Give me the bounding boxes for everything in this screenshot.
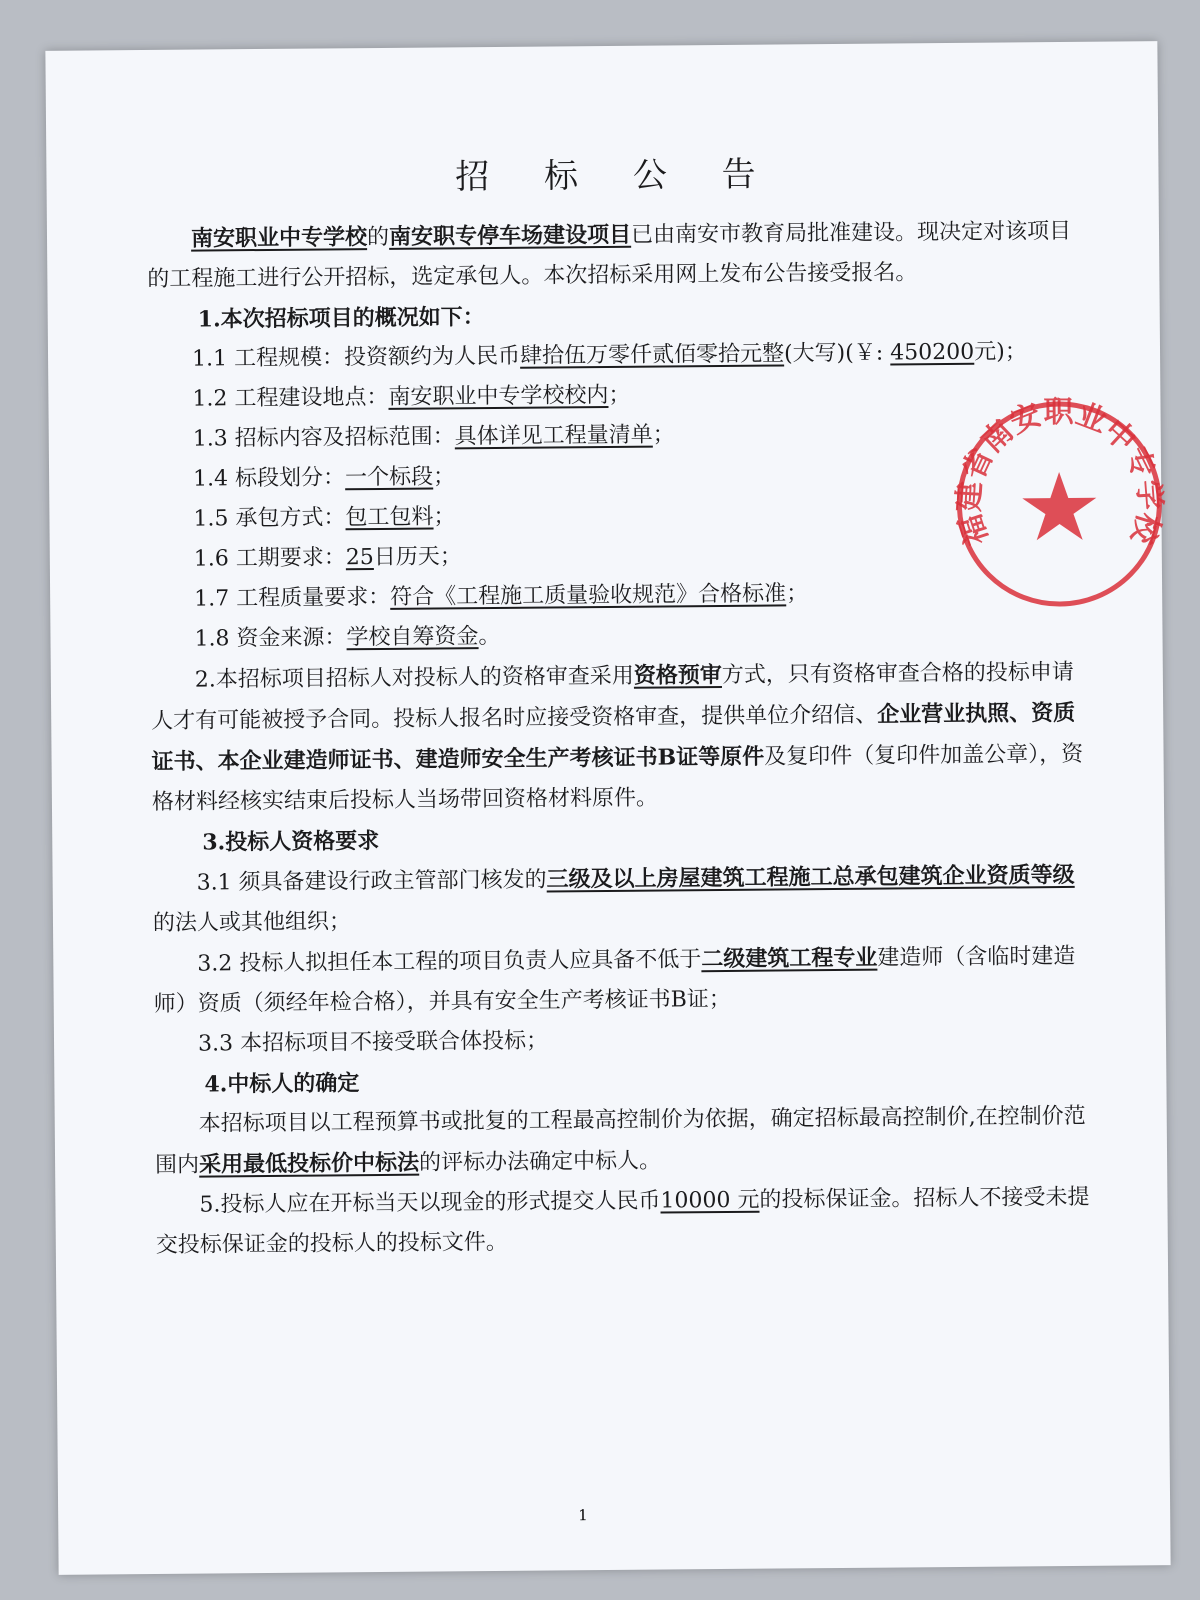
official-seal-stamp <box>948 393 1170 615</box>
item-1-4-end: ； <box>432 464 456 490</box>
item-1-8-value: 学校自筹资金 <box>346 624 479 651</box>
section-1-heading: 1.本次招标项目的概况如下： <box>197 304 485 333</box>
document-page <box>45 41 1170 1575</box>
item-1-7-value: 符合《工程施工质量验收规范》合格标准 <box>390 581 787 610</box>
item-1-2-value: 南安职业中专学校校内 <box>388 382 609 410</box>
section-5-text-2: 的投标保证金。招标人不接受未提交投标保证金的投标人的投标文件。 <box>155 1184 1090 1258</box>
item-1-3-label: 1.3 招标内容及招标范围： <box>192 424 455 452</box>
seal-star-icon <box>1022 472 1097 541</box>
school-name: 南安职业中专学校 <box>190 224 368 252</box>
section-4-method: 采用最低投标价中标法 <box>198 1149 420 1178</box>
intro-paragraph <box>147 211 1088 300</box>
section-5-amount: 10000 元 <box>660 1187 760 1214</box>
section-2-documents: 企业营业执照、资质证书、本企业建造师证书、建造师安全生产考核证书B证等原件 <box>151 699 1076 775</box>
seal-text: 福建省南安职业中专学校 <box>951 394 1168 550</box>
item-3-1-text-2: 的法人或其他组织； <box>152 909 352 936</box>
item-3-1-qualification: 三级及以上房屋建筑工程施工总承包建筑企业资质等级 <box>546 861 1075 893</box>
section-2-text-3: 及复印件（复印件加盖公章），资格材料经核实结束后投标人当场带回资格材料原件。 <box>151 741 1084 815</box>
item-1-6-end: 日历天； <box>373 544 462 571</box>
section-5-paragraph <box>155 1178 1096 1266</box>
section-4-text-1: 本招标项目以工程预算书或批复的工程最高控制价为依据，确定招标最高控制价,在控制价范围内 <box>154 1103 1086 1178</box>
section-4-paragraph <box>155 1097 1096 1186</box>
item-1-4-label: 1.4 标段划分： <box>193 465 346 492</box>
section-2-paragraph <box>151 652 1092 823</box>
item-1-1-text: (大写)(￥: <box>783 340 884 367</box>
item-1-7-end: ； <box>786 581 809 607</box>
item-3-3: 3.3 本招标项目不接受联合体投标； <box>197 1028 549 1057</box>
item-1-3-value: 具体详见工程量清单 <box>454 422 653 450</box>
item-3-2 <box>153 936 1094 1025</box>
item-1-1-value: 肆拾伍万零仟贰佰零拾元整 <box>519 341 785 369</box>
item-1-2-end: ； <box>608 382 631 408</box>
project-name: 南安职专停车场建设项目 <box>388 221 632 250</box>
item-1-5-end: ； <box>433 504 456 530</box>
item-1-5-value: 包工包料 <box>345 504 434 531</box>
item-1-6-value: 25 <box>345 545 374 571</box>
item-3-2-text-2: 建造师（含临时建造师）资质（须经年检合格），并具有安全生产考核证书B证； <box>153 943 1076 1017</box>
document-title: 招 标 公 告 <box>455 154 778 198</box>
item-1-1-end: 元)； <box>974 339 1027 365</box>
item-1-1-label: 1.1 工程规模：投资额约为人民币 <box>191 343 521 372</box>
section-3-heading: 3.投标人资格要求 <box>202 827 380 856</box>
intro-text-2: 已由南安市教育局批准建设。现决定对该项目的工程施工进行公开招标，选定承包人。本次招标采用网上发布公告接受报名。 <box>147 218 1072 292</box>
intro-text-1: 的 <box>366 224 390 251</box>
document-body <box>146 147 1096 1266</box>
item-1-1-amount: 450200 <box>890 339 975 366</box>
section-5-text-1: 5.投标人应在开标当天以现金的形式提交人民币 <box>199 1188 661 1218</box>
item-1-8-label: 1.8 资金来源： <box>194 625 347 652</box>
section-2-review-method: 资格预审 <box>633 662 722 689</box>
item-1-7-label: 1.7 工程质量要求： <box>194 584 391 612</box>
item-1-8-end: 。 <box>478 623 501 650</box>
item-1-5-label: 1.5 承包方式： <box>193 505 346 532</box>
item-1-3-end: ； <box>652 422 675 448</box>
item-3-1-text-1: 3.1 须具备建设行政主管部门核发的 <box>196 867 547 896</box>
item-3-1 <box>152 855 1093 944</box>
item-3-2-text-1: 3.2 投标人拟担任本工程的项目负责人应具备不低于 <box>197 947 702 977</box>
item-1-4-value: 一个标段 <box>344 464 434 491</box>
section-2-text-1: 2.本招标项目招标人对投标人的资格审查采用 <box>194 663 634 693</box>
section-4-text-2: 的评标办法确定中标人。 <box>419 1148 662 1176</box>
item-1-2-label: 1.2 工程建设地点： <box>192 384 389 412</box>
section-4-heading: 4.中标人的确定 <box>204 1070 360 1098</box>
item-1-1 <box>148 332 1088 380</box>
section-2-text-2: 方式，只有资格审查合格的投标申请人才有可能被授予合同。投标人报名时应接受资格审查，提供单位介绍信、 <box>151 659 1074 734</box>
item-3-2-qualification: 二级建筑工程专业 <box>701 944 878 973</box>
page-number: 1 <box>578 1506 588 1525</box>
item-1-6-label: 1.6 工期要求： <box>193 545 346 572</box>
